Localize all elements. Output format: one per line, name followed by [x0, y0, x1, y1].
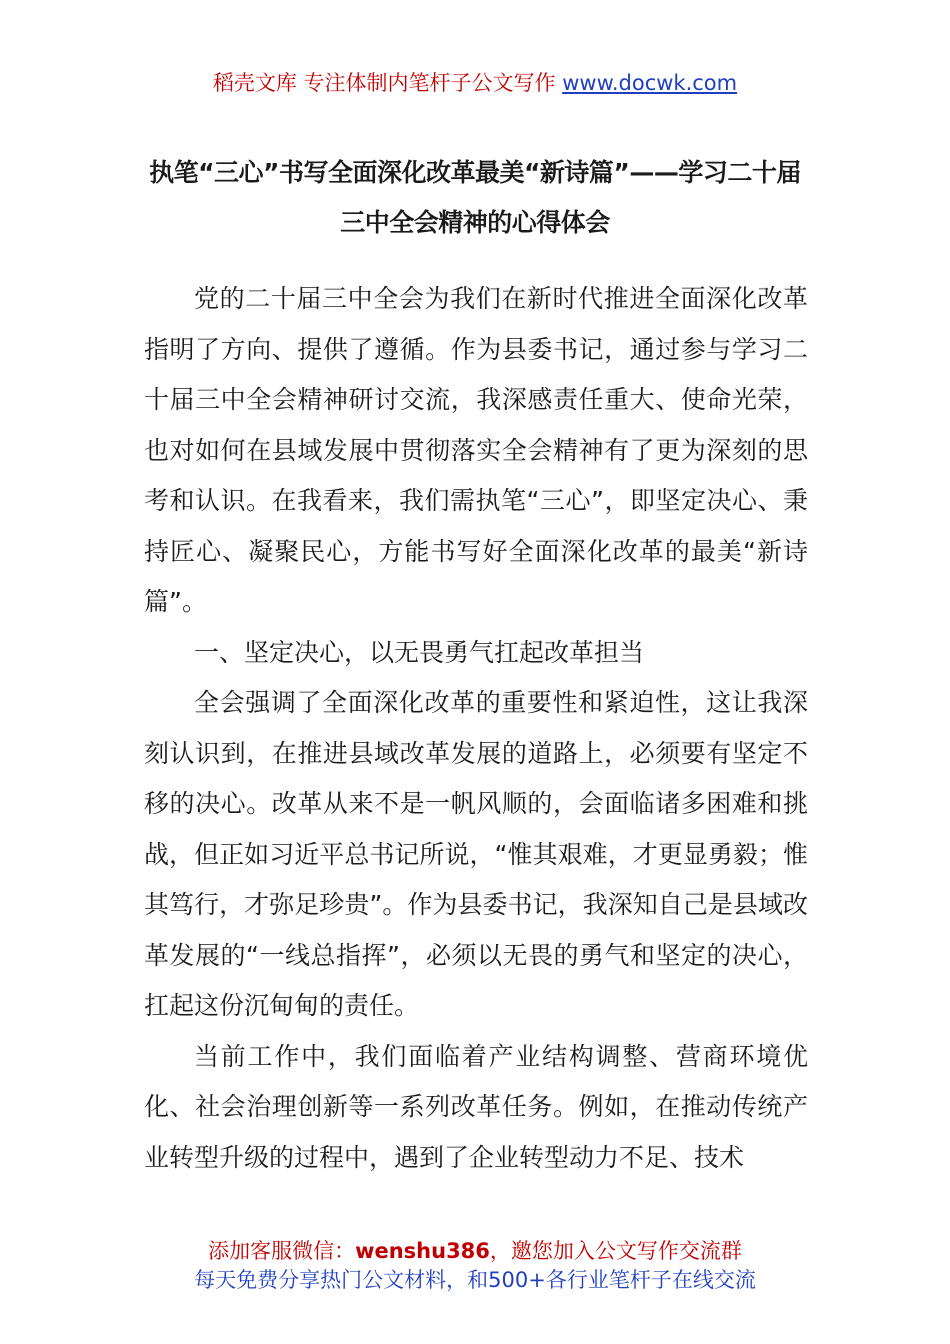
wechat-id: wenshu386 — [355, 1239, 490, 1263]
page-footer — [0, 1237, 950, 1295]
document-title — [140, 148, 810, 248]
paragraph-intro: 党的二十届三中全会为我们在新时代推进全面深化改革指明了方向、提供了遵循。作为县委书记，通过参与学习二十届三中全会精神研讨交流，我深感责任重大、使命光荣，也对如何在县域发展中贯彻落实全会精神有了更为深刻的思考和认识。在我看来，我们需执笔“三心”，即坚定决心、秉持匠心、凝聚民心，方能书写好全面深化改革的最美“新诗篇”。 — [144, 284, 808, 616]
footer-suffix: ，邀您加入公文写作交流群 — [489, 1239, 742, 1263]
footer-line-1 — [0, 1237, 950, 1266]
footer-line-2: 每天免费分享热门公文材料，和500+各行业笔杆子在线交流 — [194, 1268, 756, 1292]
paragraph-3: 当前工作中，我们面临着产业结构调整、营商环境优化、社会治理创新等一系列改革任务。例如，在推动传统产业转型升级的过程中，遇到了企业转型动力不足、技术 — [144, 1041, 808, 1172]
document-body — [144, 274, 808, 1183]
site-link[interactable]: www.docwk.com — [562, 71, 738, 95]
title-line-2: 三中全会精神的心得体会 — [340, 208, 610, 237]
section-heading-1: 一、坚定决心，以无畏勇气扛起改革担当 — [194, 637, 645, 667]
page-header — [0, 66, 950, 100]
paragraph-2: 全会强调了全面深化改革的重要性和紧迫性，这让我深刻认识到，在推进县域改革发展的道路上，必须要有坚定不移的决心。改革从来不是一帆风顺的，会面临诸多困难和挑战，但正如习近平总书记所说，“惟其艰难，才更显勇毅；惟其笃行，才弥足珍贵”。作为县委书记，我深知自己是县域改革发展的“一线总指挥”，必须以无畏的勇气和坚定的决心，扛起这份沉甸甸的责任。 — [144, 688, 808, 1020]
title-line-1: 执笔“三心”书写全面深化改革最美“新诗篇”——学习二十届 — [149, 158, 801, 187]
brand-text: 稻壳文库 专注体制内笔杆子公文写作 — [212, 71, 556, 95]
footer-prefix: 添加客服微信： — [208, 1239, 356, 1263]
